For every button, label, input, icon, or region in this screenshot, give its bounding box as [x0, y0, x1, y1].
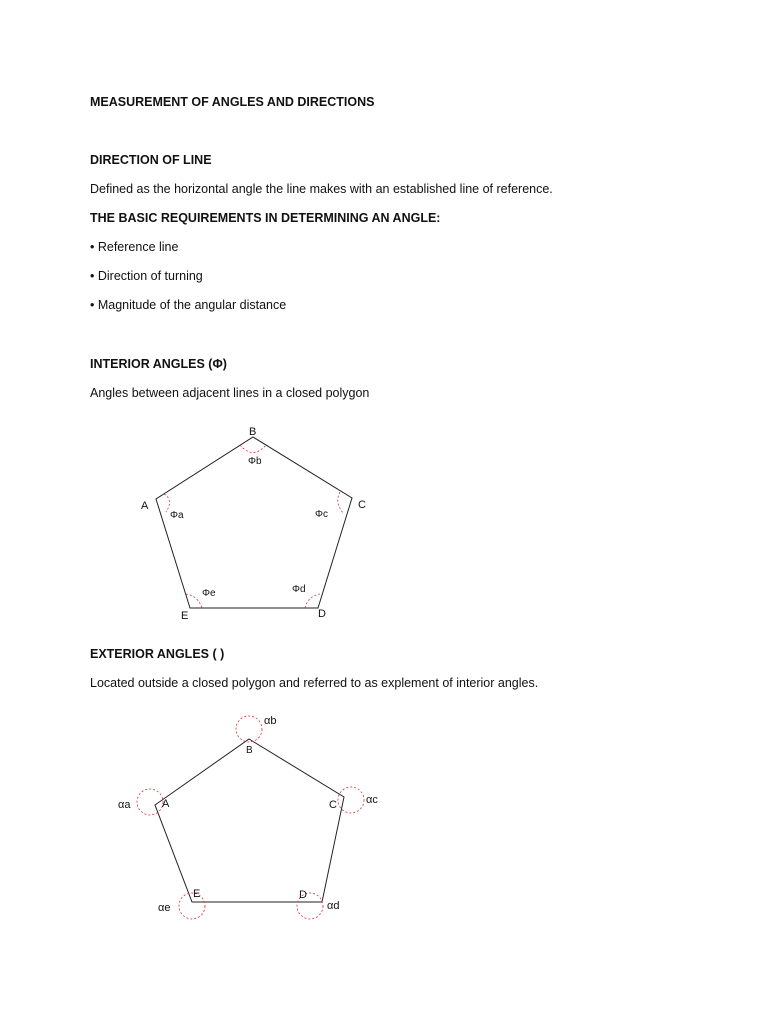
requirements-heading: THE BASIC REQUIREMENTS IN DETERMINING AN ANGLE: — [90, 211, 441, 225]
exterior-angles-heading: EXTERIOR ANGLES ( ) — [90, 647, 225, 661]
exterior-vertex-e: E — [193, 888, 201, 900]
interior-arc-e — [186, 594, 202, 608]
exterior-vertex-a: A — [162, 798, 170, 810]
interior-vertex-c: C — [358, 499, 366, 511]
interior-angles-heading: INTERIOR ANGLES (Φ) — [90, 357, 227, 371]
exterior-vertex-c: C — [329, 799, 337, 811]
interior-angles-definition: Angles between adjacent lines in a closed polygon — [90, 386, 370, 400]
exterior-angle-c: αc — [366, 794, 378, 806]
exterior-angle-b: αb — [264, 715, 277, 727]
requirement-item: • Direction of turning — [90, 269, 203, 283]
interior-arc-b — [240, 445, 266, 453]
exterior-angles-diagram — [118, 715, 378, 919]
interior-angle-e: Φe — [202, 588, 216, 599]
exterior-angle-a: αa — [118, 799, 131, 811]
requirement-item: • Magnitude of the angular distance — [90, 298, 287, 312]
interior-vertex-a: A — [141, 500, 149, 512]
interior-angle-c: Φc — [315, 509, 328, 520]
interior-angle-b: Φb — [248, 456, 262, 467]
interior-vertex-d: D — [318, 608, 326, 620]
interior-angle-a: Φa — [170, 510, 184, 521]
direction-heading: DIRECTION OF LINE — [90, 153, 212, 167]
interior-arc-a — [164, 494, 170, 512]
exterior-vertex-d: D — [299, 889, 307, 901]
document-title: MEASUREMENT OF ANGLES AND DIRECTIONS — [90, 95, 375, 109]
interior-vertex-b: B — [249, 426, 257, 438]
interior-angles-diagram — [141, 426, 366, 622]
interior-angle-d: Φd — [292, 584, 306, 595]
interior-arc-d — [305, 594, 320, 608]
interior-vertex-e: E — [181, 610, 189, 622]
exterior-vertex-b: B — [246, 745, 253, 756]
exterior-angle-d: αd — [327, 900, 340, 912]
exterior-arc-b — [236, 716, 262, 742]
exterior-pentagon — [155, 739, 344, 902]
exterior-angles-definition: Located outside a closed polygon and referred to as explement of interior angles. — [90, 676, 539, 690]
direction-definition: Defined as the horizontal angle the line makes with an established line of reference. — [90, 182, 553, 196]
exterior-arc-e — [179, 893, 205, 919]
interior-arc-c — [338, 492, 344, 514]
exterior-angle-e: αe — [158, 902, 171, 914]
requirement-item: • Reference line — [90, 240, 179, 254]
